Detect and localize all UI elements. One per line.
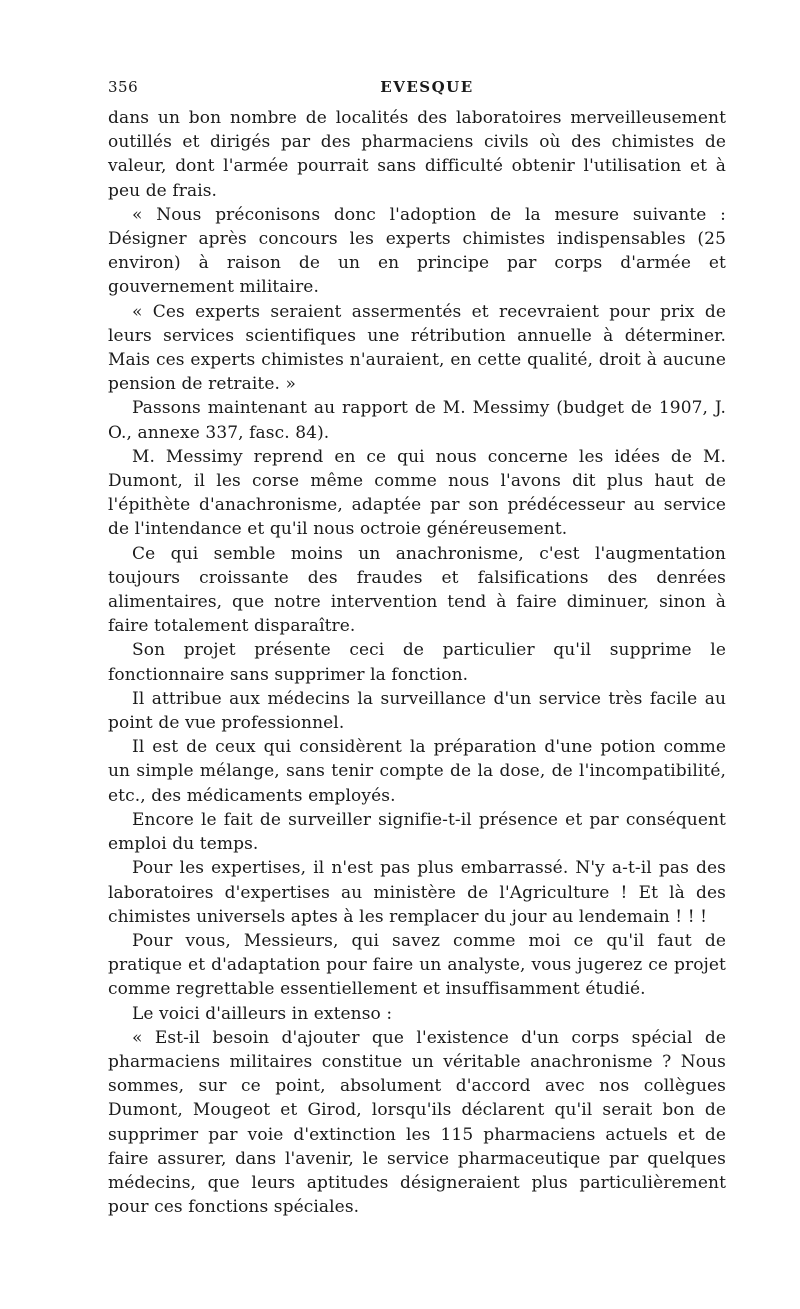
page-number: 356	[108, 78, 139, 96]
paragraph: Son projet présente ceci de particulier qu'il supprime le fonctionnaire sans supprimer la fonction.	[108, 640, 726, 685]
paragraph: « Ces experts seraient assermentés et recevraient pour prix de leurs services scientifiques une rétribution annuelle à déterminer. Mais ces experts chimistes n'auraient, en cette qualité, droit à aucune pension de retraite. »	[108, 301, 726, 395]
paragraph: Ce qui semble moins un anachronisme, c'est l'augmentation toujours croissante des fraudes et falsifications des denrées alimentaires, que notre intervention tend à faire diminuer, sinon à faire totalement disparaître.	[108, 543, 726, 637]
paragraph: Pour les expertises, il n'est pas plus embarrassé. N'y a-t-il pas des laboratoires d'expertises au ministère de l'Agriculture ! Et là des chimistes universels aptes à les remplacer du jour au lendemain ! ! !	[108, 858, 726, 927]
running-head	[108, 78, 726, 98]
paragraph: Il est de ceux qui considèrent la préparation d'une potion comme un simple mélange, sans tenir compte de la dose, de l'incompatibilité, etc., des médicaments employés.	[108, 737, 726, 806]
paragraph: Il attribue aux médecins la surveillance d'un service très facile au point de vue professionnel.	[108, 688, 726, 734]
paragraph: M. Messimy reprend en ce qui nous concerne les idées de M. Dumont, il les corse même comme nous l'avons dit plus haut de l'épithète d'anachronisme, adaptée par son prédécesseur au service de l'intendance et qu'il nous octroie généreusement.	[108, 446, 726, 540]
paragraph: Encore le fait de surveiller signifie-t-il présence et par conséquent emploi du temps.	[108, 809, 726, 855]
paragraph: Le voici d'ailleurs in extenso :	[132, 1003, 393, 1024]
running-title: EVESQUE	[380, 78, 474, 96]
paragraph: « Est-il besoin d'ajouter que l'existence d'un corps spécial de pharmaciens militaires constitue un véritable anachronisme ? Nous sommes, sur ce point, absolument d'accord avec nos collègues Dumont, Mougeot et Girod, lorsqu'ils déclarent qu'il serait bon de supprimer par voie d'extinction les 115 pharmaciens actuels et de faire assurer, dans l'avenir, le service pharmaceutique par quelques médecins, que leurs aptitudes désigneraient plus particulièrement pour ces fonctions spéciales.	[108, 1027, 726, 1218]
paragraph: Passons maintenant au rapport de M. Messimy (budget de 1907, J. O., annexe 337, fasc. 84).	[108, 398, 726, 443]
body-text	[108, 106, 726, 1219]
paragraph: « Nous préconisons donc l'adoption de la mesure suivante : Désigner après concours les experts chimistes indispensables (25 environ) à raison de un en principe par corps d'armée et gouvernement militaire.	[108, 204, 726, 298]
paragraph: Pour vous, Messieurs, qui savez comme moi ce qu'il faut de pratique et d'adaptation pour faire un analyste, vous jugerez ce projet comme regrettable essentiellement et insuffisamment étudié.	[108, 930, 726, 1000]
paragraph: dans un bon nombre de localités des laboratoires merveilleusement outillés et dirigés par des pharmaciens civils où des chimistes de valeur, dont l'armée pourrait sans difficulté obtenir l'utilisation et à peu de frais.	[108, 108, 726, 201]
